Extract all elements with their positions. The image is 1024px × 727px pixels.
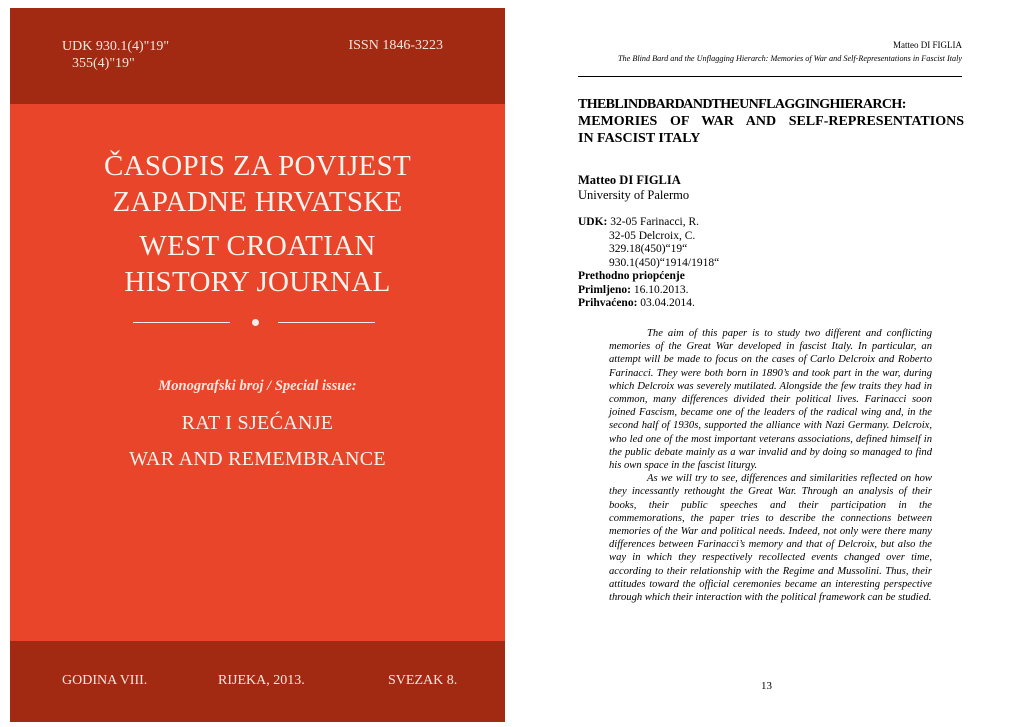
cover-udk bbox=[62, 38, 169, 72]
article-page bbox=[525, 0, 1024, 727]
article-title bbox=[578, 96, 964, 147]
cover-issn: ISSN 1846-3223 bbox=[348, 38, 443, 53]
cover-udk-line2: 355(4)"19" bbox=[72, 56, 135, 71]
udk-code: 930.1(450)“1914/1918“ bbox=[609, 256, 720, 269]
udk-code: 32-05 Delcroix, C. bbox=[609, 229, 696, 242]
cover-title-line: WEST CROATIAN bbox=[139, 230, 376, 262]
cover-place: RIJEKA, 2013. bbox=[218, 673, 305, 688]
issue-theme-hr: RAT I SJEĆANJE bbox=[181, 412, 334, 434]
special-issue-label: Monografski broj / Special issue: bbox=[158, 378, 357, 394]
running-header-author: Matteo DI FIGLIA bbox=[893, 40, 962, 50]
cover-volume: SVEZAK 8. bbox=[388, 673, 458, 688]
received-date: 16.10.2013. bbox=[633, 283, 689, 296]
cover-divider bbox=[133, 315, 383, 329]
issue-theme-en: WAR AND REMEMBRANCE bbox=[129, 448, 386, 470]
accepted-label: Prihvaćeno: bbox=[578, 297, 638, 309]
cover-title bbox=[10, 148, 505, 300]
cover-title-line: ZAPADNE HRVATSKE bbox=[112, 186, 403, 218]
udk-code: 329.18(450)“19“ bbox=[609, 243, 688, 255]
cover-udk-line1: UDK 930.1(4)"19" bbox=[62, 39, 170, 54]
received-label: Primljeno: bbox=[578, 283, 632, 296]
divider-dot-icon bbox=[252, 319, 259, 326]
article-abstract bbox=[609, 327, 932, 604]
cover-title-line: ČASOPIS ZA POVIJEST bbox=[103, 150, 412, 182]
author-affiliation: University of Palermo bbox=[578, 188, 690, 202]
article-title-line: MEMORIES OF WAR AND SELF-REPRESENTATIONS bbox=[578, 114, 964, 129]
article-metadata bbox=[578, 216, 719, 311]
cover-year: GODINA VIII. bbox=[62, 673, 148, 688]
article-title-line: THE BLIND BARD AND THE UNFLAGGING HIERARCH: bbox=[578, 97, 906, 112]
cover-title-line: HISTORY JOURNAL bbox=[124, 266, 391, 298]
journal-cover bbox=[10, 8, 505, 722]
udk-code: 32-05 Farinacci, R. bbox=[610, 216, 700, 228]
abstract-paragraph: As we will try to see, differences and similarities reflected on how they incessantly rethought the Great War. Through an analysis of their books, their public speeches and their participation in the commemorations, the paper tries to describe the connections between memories of the War and political needs. Indeed, not only were there many differences between Farinacci’s memory and that of Delcroix, but also the way in which they respectively recollected events changed over time, according to their relationship with the Regime and Mussolini. Thus, their attitudes toward the official ceremonies became an interesting perspective through which their interaction with the political framework can be studied. bbox=[609, 473, 932, 604]
article-title-line: IN FASCIST ITALY bbox=[578, 131, 701, 146]
article-author: Matteo DI FIGLIA bbox=[578, 173, 681, 187]
running-header-title: The Blind Bard and the Unflagging Hierarch: Memories of War and Self-Representations in Fascist Italy bbox=[618, 54, 962, 63]
header-rule bbox=[578, 76, 962, 77]
abstract-paragraph: The aim of this paper is to study two different and conflicting memories of the Great War developed in fascist Italy. In particular, an attempt will be made to focus on the cases of Carlo Delcroix and Roberto Farinacci. They were both born in 1890’s and took part in the war, during which Delcroix was severely mutilated. Alongside the few traits they had in common, many differences divided their political lives. Farinacci soon joined Fascism, became one of the leaders of the radical wing and, in the second half of 1930s, supported the alliance with Nazi Germany. Delcroix, who led one of the most important veterans associations, defined himself in the public debate mainly as a war invalid and by doing so managed to find his own space in the fascist liturgy. bbox=[609, 328, 932, 472]
accepted-date: 03.04.2014. bbox=[640, 297, 695, 309]
page-number: 13 bbox=[761, 680, 772, 692]
udk-label: UDK: bbox=[578, 216, 608, 228]
paper-type: Prethodno priopćenje bbox=[578, 270, 685, 282]
